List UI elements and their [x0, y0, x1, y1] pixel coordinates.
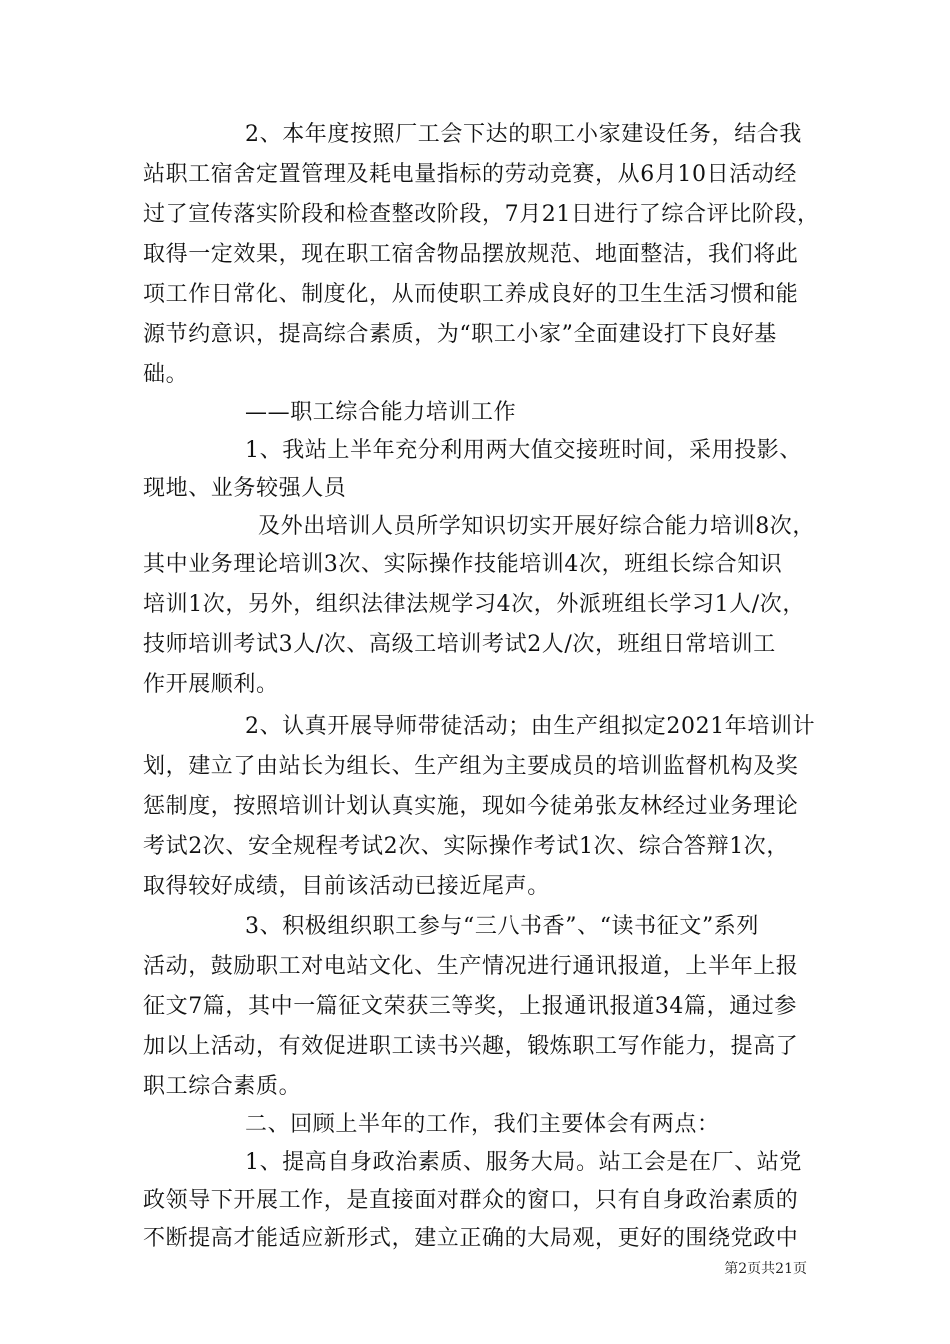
paragraph-line: 不断提高才能适应新形式，建立正确的大局观，更好的围绕党政中: [143, 1226, 799, 1251]
paragraph-line: 取得一定效果，现在职工宿舍物品摆放规范、地面整洁，我们将此: [143, 242, 799, 267]
paragraph-line: 1、我站上半年充分利用两大值交接班时间，采用投影、: [245, 438, 802, 463]
paragraph-line: 1、提高自身政治素质、服务大局。站工会是在厂、站党: [245, 1150, 802, 1175]
page-number: 第2页共21页: [724, 1261, 807, 1277]
paragraph-line: 项工作日常化、制度化，从而使职工养成良好的卫生生活习惯和能: [143, 282, 799, 307]
paragraph-line: 过了宣传落实阶段和检查整改阶段，7月21日进行了综合评比阶段，: [143, 202, 820, 227]
paragraph-line: 2、本年度按照厂工会下达的职工小家建设任务，结合我: [245, 122, 802, 147]
paragraph-line: 加以上活动，有效促进职工读书兴趣，锻炼职工写作能力，提高了: [143, 1034, 799, 1059]
paragraph-line: 职工综合素质。: [143, 1074, 302, 1099]
paragraph-line: 活动，鼓励职工对电站文化、生产情况进行通讯报道，上半年上报: [143, 954, 799, 979]
paragraph-line: 及外出培训人员所学知识切实开展好综合能力培训8次，: [258, 514, 815, 539]
paragraph-line: 2、认真开展导师带徒活动；由生产组拟定2021年培训计: [245, 714, 816, 739]
paragraph-line: 技师培训考试3人/次、高级工培训考试2人/次，班组日常培训工: [143, 632, 776, 657]
paragraph-line: 现地、业务较强人员: [143, 476, 347, 501]
section-heading: ——职工综合能力培训工作: [245, 400, 517, 425]
paragraph-line: 站职工宿舍定置管理及耗电量指标的劳动竞赛，从6月10日活动经: [143, 162, 797, 187]
paragraph-line: 其中业务理论培训3次、实际操作技能培训4次，班组长综合知识: [143, 552, 783, 577]
section-heading: 二、回顾上半年的工作，我们主要体会有两点：: [245, 1112, 720, 1137]
paragraph-line: 作开展顺利。: [143, 672, 279, 697]
paragraph-line: 惩制度，按照培训计划认真实施，现如今徒弟张友林经过业务理论: [143, 794, 799, 819]
paragraph-line: 培训1次，另外，组织法律法规学习4次，外派班组长学习1人/次，: [143, 592, 806, 617]
paragraph-line: 征文7篇，其中一篇征文荣获三等奖，上报通讯报道34篇，通过参: [143, 994, 797, 1019]
paragraph-line: 政领导下开展工作，是直接面对群众的窗口，只有自身政治素质的: [143, 1188, 799, 1213]
paragraph-line: 础。: [143, 362, 189, 387]
paragraph-line: 3、积极组织职工参与“三八书香”、“读书征文”系列: [245, 914, 759, 939]
paragraph-line: 取得较好成绩，目前该活动已接近尾声。: [143, 874, 550, 899]
paragraph-line: 考试2次、安全规程考试2次、实际操作考试1次、综合答辩1次，: [143, 834, 789, 859]
paragraph-line: 源节约意识，提高综合素质，为“职工小家”全面建设打下良好基: [143, 322, 777, 347]
paragraph-line: 划，建立了由站长为组长、生产组为主要成员的培训监督机构及奖: [143, 754, 799, 779]
